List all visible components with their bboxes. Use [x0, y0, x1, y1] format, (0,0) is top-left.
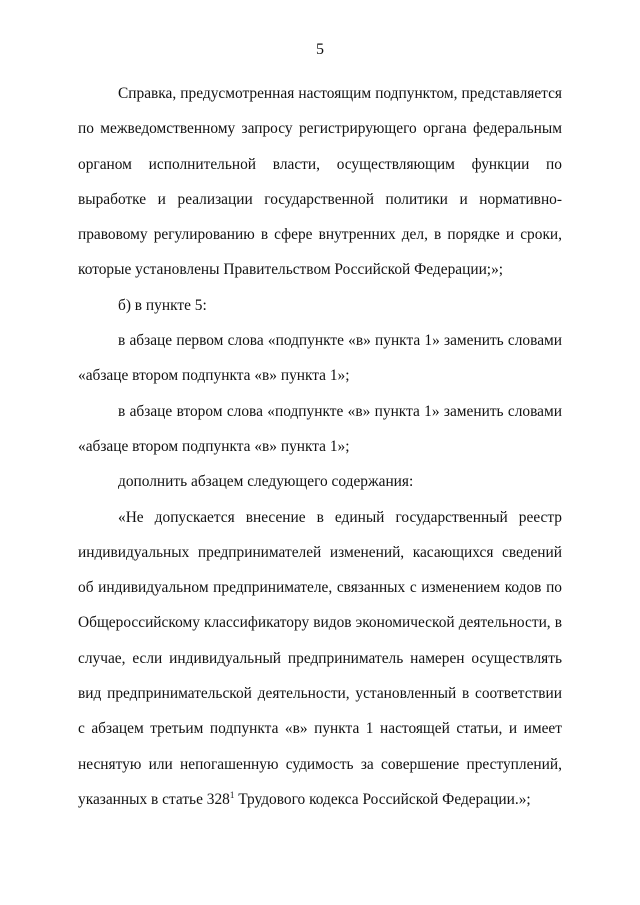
paragraph-subitem-b: б) в пункте 5: — [118, 296, 207, 314]
document-body — [78, 76, 562, 817]
quoted-provision-ending: Трудового кодекса Российской Федерации.»; — [234, 790, 531, 808]
article-superscript: 1 — [229, 789, 235, 800]
quoted-provision-text: «Не допускается внесение в единый государственный реестр индивидуальных предпринимателей изменений, касающихся сведений об индивидуальном предпринимателе, связанных с изменением кодов по Общероссийскому классификатору видов экономической деятельности, в случае, если индивидуальный предприниматель намерен осуществлять вид предпринимательской деятельности, установленный в соответствии с абзацем третьим подпункта «в» пункта 1 настоящей статьи, и имеет неснятую или непогашенную судимость за совершение преступлений, указанных в статье 328 — [78, 508, 562, 808]
paragraph-quoted-provision — [78, 500, 562, 818]
paragraph-reference-note: Справка, предусмотренная настоящим подпунктом, представляется по межведомственному запросу регистрирующего органа федеральным органом исполнительной власти, осуществляющим функции по выработке и реализации государственной политики и нормативно-правовому регулированию в сфере внутренних дел, в порядке и сроки, которые установлены Правительством Российской Федерации;»; — [78, 85, 562, 279]
paragraph-supplement-intro: дополнить абзацем следующего содержания: — [118, 473, 414, 491]
page-number: 5 — [316, 41, 324, 58]
paragraph-second-abzac-replacement: в абзаце втором слова «подпункте «в» пункта 1» заменить словами «абзаце втором подпункта «в» пункта 1»; — [78, 402, 562, 455]
paragraph-first-abzac-replacement: в абзаце первом слова «подпункте «в» пункта 1» заменить словами «абзаце втором подпункта «в» пункта 1»; — [78, 332, 562, 385]
